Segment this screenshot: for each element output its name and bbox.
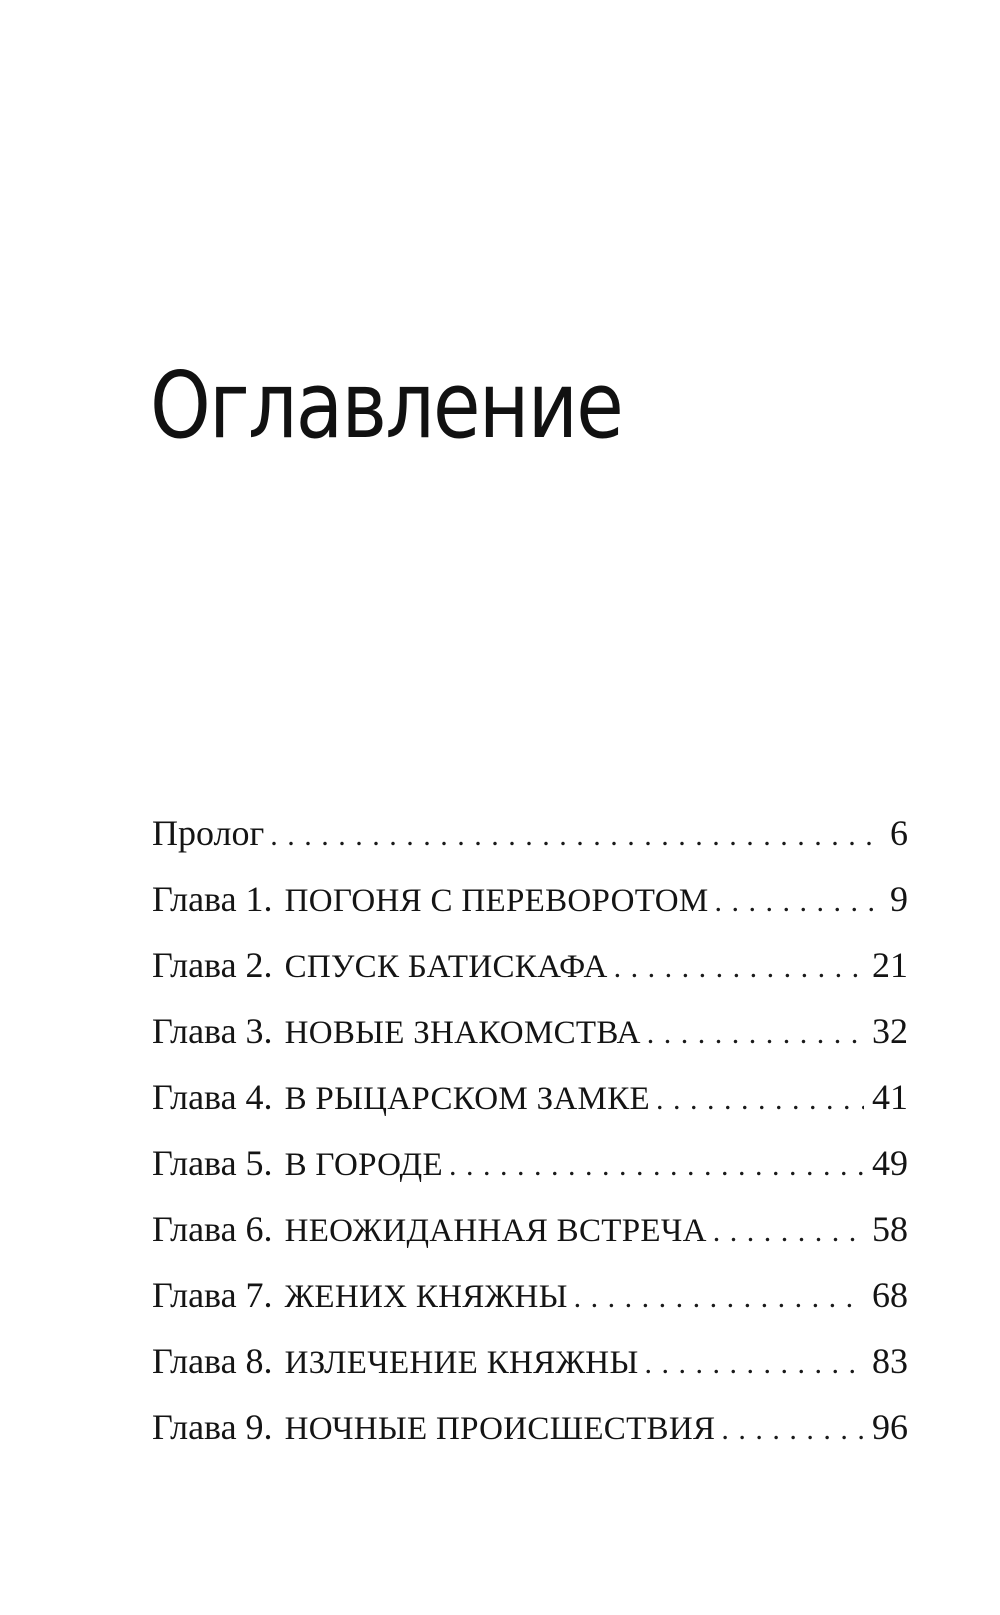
toc-page-number: 68 [872, 1275, 908, 1315]
toc-chapter-name: ЖЕНИХ КНЯЖНЫ [284, 1279, 568, 1315]
toc-page-number: 83 [872, 1341, 908, 1381]
toc-dot-leader [715, 869, 875, 935]
toc-entry-chapter-4 [152, 1064, 908, 1130]
toc-chapter-name: НОЧНЫЕ ПРОИСШЕСТВИЯ [284, 1411, 716, 1447]
toc-page-number: 6 [890, 813, 908, 853]
toc-dot-leader [647, 1001, 864, 1067]
toc-dot-leader [713, 1199, 864, 1265]
toc-entry-chapter-8 [152, 1328, 908, 1394]
toc-chapter-label: Глава 1. [152, 879, 273, 919]
toc-page-number: 49 [872, 1143, 908, 1183]
toc-chapter-label: Глава 2. [152, 945, 273, 985]
toc-entry-prologue [152, 800, 908, 866]
toc-chapter-label: Глава 8. [152, 1341, 273, 1381]
toc-entry-chapter-3 [152, 998, 908, 1064]
table-of-contents [152, 800, 908, 1460]
toc-dot-leader [449, 1133, 864, 1199]
toc-chapter-label: Глава 7. [152, 1275, 273, 1315]
toc-entry-chapter-5 [152, 1130, 908, 1196]
toc-chapter-name: ИЗЛЕЧЕНИЕ КНЯЖНЫ [284, 1345, 639, 1381]
toc-dot-leader [645, 1331, 864, 1397]
toc-chapter-name: НОВЫЕ ЗНАКОМСТВА [284, 1015, 641, 1051]
toc-chapter-name: В ГОРОДЕ [284, 1147, 443, 1183]
toc-entry-chapter-2 [152, 932, 908, 998]
page-title: Оглавление [150, 352, 623, 459]
toc-chapter-label: Глава 9. [152, 1407, 273, 1447]
toc-page-number: 41 [872, 1077, 908, 1117]
toc-dot-leader [614, 935, 864, 1001]
toc-entry-chapter-1 [152, 866, 908, 932]
toc-dot-leader [270, 803, 874, 869]
toc-page-number: 96 [872, 1407, 908, 1447]
toc-dot-leader [656, 1067, 864, 1133]
toc-chapter-name: НЕОЖИДАННАЯ ВСТРЕЧА [284, 1213, 707, 1249]
toc-dot-leader [721, 1397, 864, 1463]
toc-dot-leader [574, 1265, 864, 1331]
toc-page-number: 32 [872, 1011, 908, 1051]
toc-chapter-name: СПУСК БАТИСКАФА [284, 949, 608, 985]
toc-chapter-label: Глава 4. [152, 1077, 273, 1117]
toc-chapter-label: Глава 5. [152, 1143, 273, 1183]
toc-entry-chapter-6 [152, 1196, 908, 1262]
toc-entry-chapter-9 [152, 1394, 908, 1460]
toc-chapter-label: Глава 3. [152, 1011, 273, 1051]
toc-chapter-label: Глава 6. [152, 1209, 273, 1249]
toc-page-number: 58 [872, 1209, 908, 1249]
toc-page-number: 21 [872, 945, 908, 985]
toc-entry-chapter-7 [152, 1262, 908, 1328]
toc-page-number: 9 [890, 879, 908, 919]
toc-chapter-name: ПОГОНЯ С ПЕРЕВОРОТОМ [284, 883, 709, 919]
toc-chapter-label: Пролог [152, 813, 265, 853]
toc-chapter-name: В РЫЦАРСКОМ ЗАМКЕ [284, 1081, 650, 1117]
